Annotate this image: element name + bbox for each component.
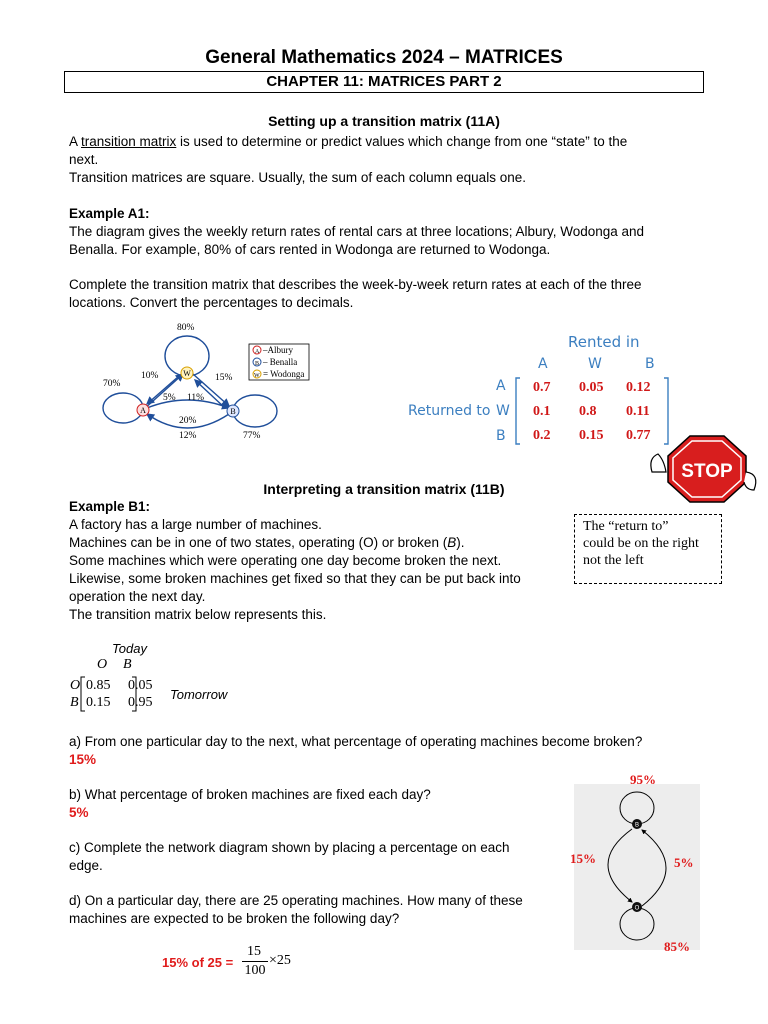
b1-line-2 xyxy=(69,534,464,552)
net-label-bo: 5% xyxy=(674,855,694,870)
legend-b-key: B xyxy=(255,361,260,367)
cell-r1-c0: 0.1 xyxy=(533,404,551,419)
m-cell-10: 0.15 xyxy=(86,695,111,710)
question-c-line-2: edge. xyxy=(69,858,103,873)
document-title: General Mathematics 2024 – MATRICES xyxy=(205,47,563,68)
question-b: b) What percentage of broken machines are fixed each day? xyxy=(69,787,431,802)
question-d: d) On a particular day, there are 25 operating machines. How many of these xyxy=(69,893,523,908)
matrix-row-a: A xyxy=(496,378,506,394)
b1-line-2-text: Machines can be in one of two states, operating (O) or broken ( xyxy=(69,535,448,550)
b1-line-3: Some machines which were operating one day become broken the next. xyxy=(69,553,502,568)
section-heading-11b: Interpreting a transition matrix (11B) xyxy=(263,481,505,497)
matrix-row-b: B xyxy=(496,428,506,444)
m-cell-00: 0.85 xyxy=(86,678,111,693)
node-broken-label: B xyxy=(634,822,640,829)
loop-operating xyxy=(620,905,654,940)
task-line-2: locations. Convert the percentages to decimals. xyxy=(69,295,354,310)
answer-b: 5% xyxy=(69,805,89,820)
cell-r0-c2: 0.12 xyxy=(626,380,651,395)
legend-a-text: –Albury xyxy=(263,345,293,355)
net-label-oo: 85% xyxy=(664,939,690,954)
fraction-numerator: 15 xyxy=(247,944,261,959)
example-a1-line-2: Benalla. For example, 80% of cars rented in Wodonga are returned to Wodonga. xyxy=(69,242,551,257)
edge-b-o xyxy=(642,830,666,906)
m-cell-01: 0.05 xyxy=(128,678,153,693)
node-w-label: W xyxy=(183,369,191,378)
question-a: a) From one particular day to the next, what percentage of operating machines become broken? xyxy=(69,734,643,749)
label-ww: 80% xyxy=(177,323,195,333)
cell-r0-c0: 0.7 xyxy=(533,380,551,395)
label-bb: 77% xyxy=(243,431,261,441)
intro-pre: A xyxy=(69,134,82,149)
label-ab: 20% xyxy=(179,416,197,426)
answer-a: 15% xyxy=(69,752,97,767)
today-label: Today xyxy=(112,641,147,656)
b1-line-4: Likewise, some broken machines get fixed so that they can be put back into xyxy=(69,571,521,586)
cell-r1-c1: 0.8 xyxy=(579,404,597,419)
rental-network-diagram xyxy=(95,318,345,448)
question-c: c) Complete the network diagram shown by placing a percentage on each xyxy=(69,840,510,855)
times-25: ×25 xyxy=(269,953,291,968)
chapter-title: CHAPTER 11: MATRICES PART 2 xyxy=(64,71,704,93)
legend-w-text: = Wodonga xyxy=(263,369,305,379)
label-aw: 10% xyxy=(141,371,159,381)
note-line-3: not the left xyxy=(583,553,644,568)
return-to-note xyxy=(574,514,722,584)
returned-to-label: Returned to xyxy=(408,403,491,419)
intro-post: is used to determine or predict values which change from one “state” to the xyxy=(176,134,628,149)
intro-paragraph xyxy=(69,133,627,151)
legend-b-text: – Benalla xyxy=(263,357,298,367)
cell-r0-c1: 0.05 xyxy=(579,380,604,395)
matrix-col-w: W xyxy=(588,356,602,372)
rented-in-label: Rented in xyxy=(568,333,640,351)
label-wa: 5% xyxy=(163,393,176,403)
term-transition-matrix: transition matrix xyxy=(81,134,177,149)
label-ba: 12% xyxy=(179,431,197,441)
label-wb: 15% xyxy=(215,373,233,383)
task-line-1: Complete the transition matrix that describes the week-by-week return rates at each of the three xyxy=(69,277,642,292)
m-col-o: O xyxy=(97,657,108,672)
cell-r2-c1: 0.15 xyxy=(579,428,604,443)
intro-line-2: next. xyxy=(69,152,99,167)
matrix-col-b: B xyxy=(645,356,655,372)
net-label-ob: 15% xyxy=(570,851,596,866)
label-aa: 70% xyxy=(103,379,121,389)
fraction-denominator: 100 xyxy=(244,963,266,978)
example-b1-label: Example B1: xyxy=(69,499,151,514)
loop-b xyxy=(233,395,277,427)
matrix-col-a: A xyxy=(538,356,548,372)
note-line-1: The “return to” xyxy=(583,519,669,534)
cell-r1-c2: 0.11 xyxy=(626,404,650,419)
edge-o-b xyxy=(608,829,632,902)
example-a1-label: Example A1: xyxy=(69,206,150,221)
m-row-b: B xyxy=(70,695,79,710)
b1-line-2-close: ). xyxy=(456,535,465,550)
m-col-b: B xyxy=(123,657,132,672)
node-operating-label: O xyxy=(634,905,640,912)
fraction-bar xyxy=(242,961,268,962)
node-a-label: A xyxy=(140,406,146,415)
hand-icon xyxy=(651,454,666,472)
stop-text: STOP xyxy=(681,461,733,482)
cell-r2-c0: 0.2 xyxy=(533,428,551,443)
b1-line-5: operation the next day. xyxy=(69,589,206,604)
tomorrow-label: Tomorrow xyxy=(170,687,228,702)
answer-d-prefix: 15% of 25 = xyxy=(162,955,234,970)
legend-a-key: A xyxy=(255,349,260,355)
square-note: Transition matrices are square. Usually, the sum of each column equals one. xyxy=(69,170,526,185)
node-b-label: B xyxy=(230,407,236,416)
m-cell-11: 0.95 xyxy=(128,695,153,710)
section-heading-11a: Setting up a transition matrix (11A) xyxy=(268,113,500,129)
b1-line-6: The transition matrix below represents this. xyxy=(69,607,327,622)
matrix-row-w: W xyxy=(496,403,510,419)
b1-broken-symbol: B xyxy=(447,535,457,550)
example-a1-line-1: The diagram gives the weekly return rates of rental cars at three locations; Albury, Wodonga and xyxy=(69,224,645,239)
m-row-o: O xyxy=(70,678,81,693)
note-line-2: could be on the right xyxy=(583,536,699,551)
label-bw: 11% xyxy=(187,393,205,403)
net-label-bb: 95% xyxy=(630,772,656,787)
cell-r2-c2: 0.77 xyxy=(626,428,651,443)
legend-w-key: W xyxy=(254,373,260,379)
b1-line-1: A factory has a large number of machines. xyxy=(69,517,322,532)
question-d-line-2: machines are expected to be broken the following day? xyxy=(69,911,400,926)
